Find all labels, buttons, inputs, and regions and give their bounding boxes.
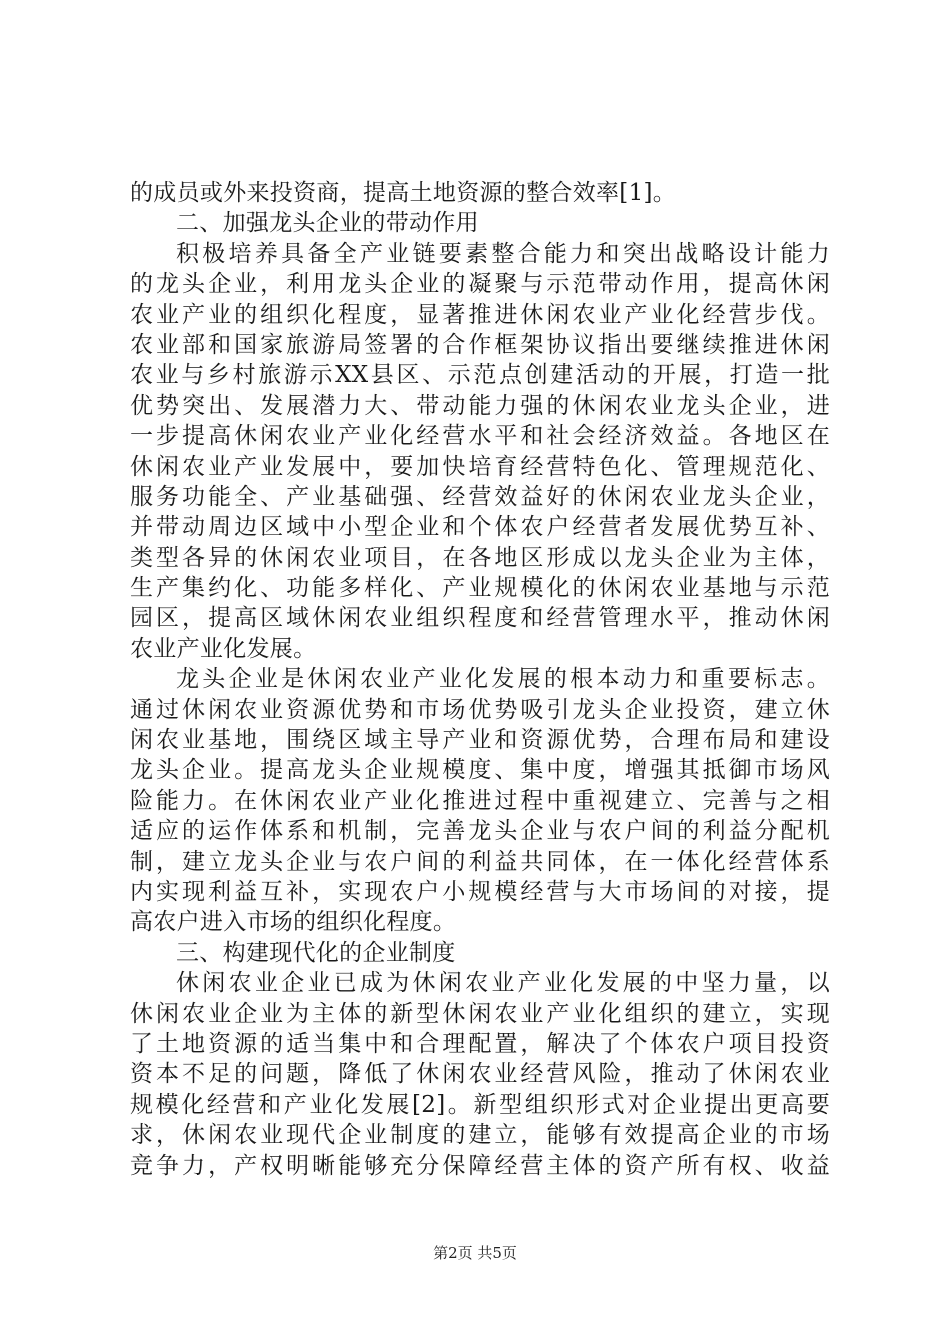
text-line: 休闲农业企业已成为休闲农业产业化发展的中坚力量，以 — [176, 970, 830, 997]
text-line: 农业部和国家旅游局签署的合作框架协议指出要继续推进休闲 — [130, 331, 830, 358]
text-line: 类型各异的休闲农业项目，在各地区形成以龙头企业为主体， — [130, 544, 830, 571]
text-line: 的成员或外来投资商，提高土地资源的整合效率[1]。 — [130, 180, 677, 206]
text-line: 生产集约化、功能多样化、产业规模化的休闲农业基地与示范 — [130, 575, 830, 602]
text-line: 园区，提高区域休闲农业组织程度和经营管理水平，推动休闲 — [130, 605, 830, 632]
text-line: 农业产业化发展。 — [130, 635, 317, 662]
text-line: 并带动周边区域中小型企业和个体农户经营者发展优势互补、 — [130, 514, 830, 541]
text-line: 内实现利益互补，实现农户小规模经营与大市场间的对接，提 — [130, 878, 830, 905]
text-line: 适应的运作体系和机制，完善龙头企业与农户间的利益分配机 — [130, 818, 830, 845]
text-line: 闲农业基地，围绕区域主导产业和资源优势，合理布局和建设 — [130, 727, 830, 754]
text-line: 休闲农业产业发展中，要加快培育经营特色化、管理规范化、 — [130, 453, 830, 480]
text-line: 休闲农业企业为主体的新型休闲农业产业化组织的建立，实现 — [130, 1000, 830, 1027]
text-line: 农业与乡村旅游示XX县区、示范点创建活动的开展，打造一批 — [130, 362, 830, 389]
text-line: 通过休闲农业资源优势和市场优势吸引龙头企业投资，建立休 — [130, 696, 830, 723]
text-line: 三、构建现代化的企业制度 — [176, 939, 456, 966]
text-line: 服务功能全、产业基础强、经营效益好的休闲农业龙头企业， — [130, 483, 830, 510]
document-body — [130, 178, 830, 1181]
text-line: 优势突出、发展潜力大、带动能力强的休闲农业龙头企业，进 — [130, 392, 830, 419]
text-line: 了土地资源的适当集中和合理配置，解决了个体农户项目投资 — [130, 1030, 830, 1057]
text-line: 农业产业的组织化程度，显著推进休闲农业产业化经营步伐。 — [130, 301, 830, 328]
text-line: 积极培养具备全产业链要素整合能力和突出战略设计能力 — [176, 240, 830, 267]
text-line: 的龙头企业，利用龙头企业的凝聚与示范带动作用，提高休闲 — [130, 271, 830, 298]
text-line: 求，休闲农业现代企业制度的建立，能够有效提高企业的市场 — [130, 1122, 830, 1149]
text-line: 龙头企业。提高龙头企业规模度、集中度，增强其抵御市场风 — [130, 757, 830, 784]
page-number-footer: 第2页 共5页 — [433, 1244, 517, 1262]
text-line: 龙头企业是休闲农业产业化发展的根本动力和重要标志。 — [176, 666, 830, 693]
text-line: 规模化经营和产业化发展[2]。新型组织形式对企业提出更高要 — [130, 1091, 830, 1118]
text-line: 二、加强龙头企业的带动作用 — [176, 210, 479, 237]
text-line: 竞争力，产权明晰能够充分保障经营主体的资产所有权、收益 — [130, 1152, 830, 1179]
text-line: 资本不足的问题，降低了休闲农业经营风险，推动了休闲农业 — [130, 1061, 830, 1088]
text-line: 高农户进入市场的组织化程度。 — [130, 909, 457, 936]
text-line: 险能力。在休闲农业产业化推进过程中重视建立、完善与之相 — [130, 787, 830, 814]
text-line: 一步提高休闲农业产业化经营水平和社会经济效益。各地区在 — [130, 423, 830, 450]
text-line: 制，建立龙头企业与农户间的利益共同体，在一体化经营体系 — [130, 848, 830, 875]
